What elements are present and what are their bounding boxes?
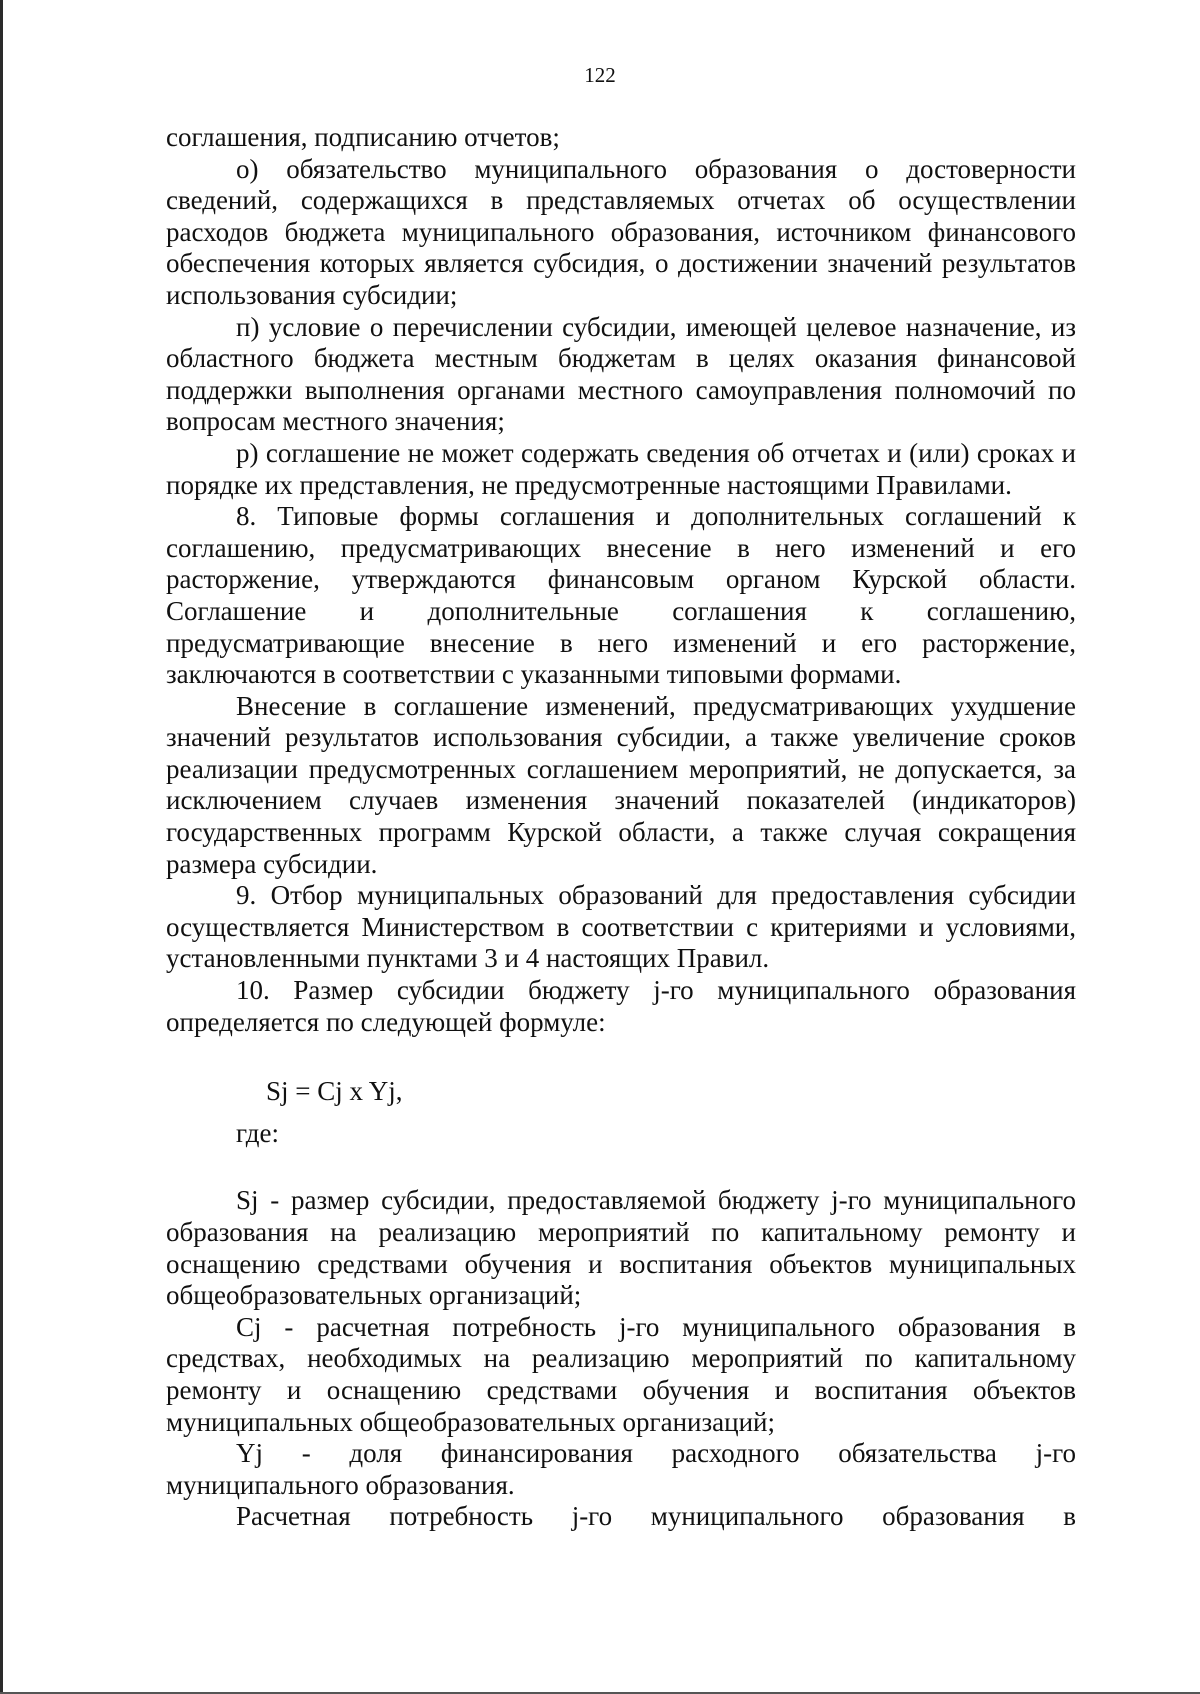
paragraph-continuation: соглашения, подписанию отчетов; — [166, 122, 560, 152]
paragraph-estimated-need: Расчетная потребность j-го муниципального образования в — [236, 1501, 1076, 1532]
definition-yj: Yj - доля финансирования расходного обязательства j-го муниципального образования. — [166, 1438, 1076, 1500]
where-label: где: — [236, 1117, 279, 1148]
paragraph-clause-10: 10. Размер субсидии бюджету j-го муниципального образования определяется по следующей формуле: — [166, 975, 1076, 1037]
page-number: 122 — [584, 63, 616, 87]
paragraph-clause-9: 9. Отбор муниципальных образований для предоставления субсидии осуществляется Министерством в соответствии с критериями и условиями, установленными пунктами 3 и 4 настоящих Правил. — [166, 880, 1076, 974]
paragraph-item-o: о) обязательство муниципального образования о достоверности сведений, содержащихся в представляемых отчетах об осуществлении расходов бюджета муниципального образования, источником финансового обеспечения которых является субсидия, о достижении значений результатов использования субсидии; — [166, 153, 1076, 310]
paragraph-clause-8: 8. Типовые формы соглашения и дополнительных соглашений к соглашению, предусматривающих внесение в него изменений и его расторжение, утверждаются финансовым органом Курской области. Соглашение и дополнительные соглашения к соглашению, предусматривающие внесение в него изменений и его расторжение, заключаются в соответствии с указанными типовыми формами. — [166, 501, 1076, 690]
definition-cj: Cj - расчетная потребность j-го муниципального образования в средствах, необходимых на реализацию мероприятий по капитальному ремонту и оснащению средствами обучения и воспитания объектов муниципальных общеобразовательных организаций; — [166, 1311, 1076, 1437]
scan-edge-left — [0, 0, 3, 1694]
document-body — [166, 122, 1076, 1533]
paragraph-item-p: п) условие о перечислении субсидии, имеющей целевое назначение, из областного бюджета местным бюджетам в целях оказания финансовой поддержки выполнения органами местного самоуправления полномочий по вопросам местного значения; — [166, 311, 1076, 437]
paragraph-item-r: р) соглашение не может содержать сведения об отчетах и (или) сроках и порядке их представления, не предусмотренные настоящими Правилами. — [166, 437, 1076, 500]
definition-sj: Sj - размер субсидии, предоставляемой бюджету j-го муниципального образования на реализацию мероприятий по капитальному ремонту и оснащению средствами обучения и воспитания объектов муниципальных общеобразовательных организаций; — [166, 1185, 1076, 1311]
paragraph-amendments: Внесение в соглашение изменений, предусматривающих ухудшение значений результатов использования субсидии, а также увеличение сроков реализации предусмотренных соглашением мероприятий, не допускается, за исключением случаев изменения значений показателей (индикаторов) государственных программ Курской области, а также случая сокращения размера субсидии. — [166, 690, 1076, 879]
formula: Sj = Cj x Yj, — [266, 1076, 403, 1107]
